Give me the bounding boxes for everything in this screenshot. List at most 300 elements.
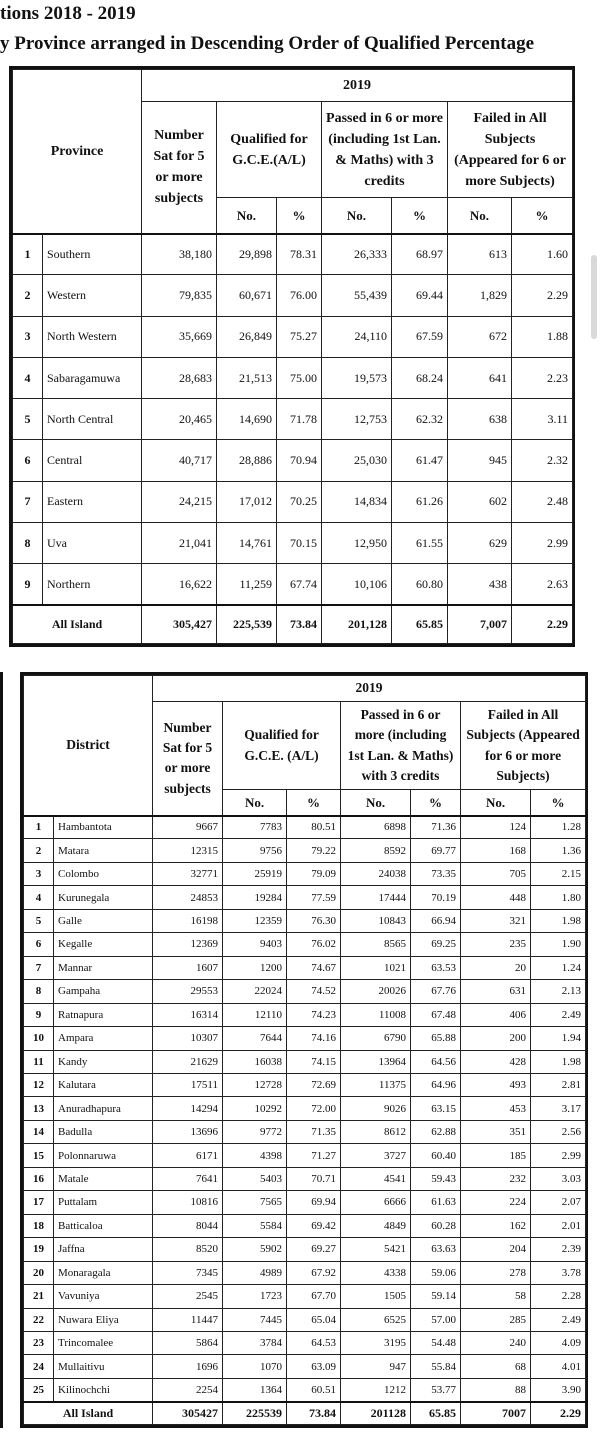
table-row [24,1238,586,1261]
passed-no-cell: 55,439 [322,275,392,316]
name-cell: Ratnapura [54,1003,153,1026]
table-row [13,234,573,275]
name-cell: Matale [54,1167,153,1190]
failed-pct-cell: 4.01 [531,1355,586,1378]
page-title: tions 2018 - 2019 [0,3,136,24]
total-row [24,1402,586,1425]
p-pct-header: % [411,790,461,816]
q-pct-header: % [277,198,322,234]
name-cell: Anuradhapura [54,1097,153,1120]
scrollbar-thumb[interactable] [591,255,597,339]
sat-cell: 7641 [153,1167,223,1190]
name-cell: Kegalle [54,933,153,956]
failed-pct-cell: 2.49 [531,1308,586,1331]
failed-no-cell: 438 [448,564,512,605]
table-row [24,909,586,932]
passed-no-cell: 26,333 [322,234,392,275]
rank-cell: 19 [24,1238,54,1261]
failed-no-cell: 406 [461,1003,531,1026]
failed-pct-cell: 2.23 [512,357,573,398]
passed-pct-cell: 59.14 [411,1285,461,1308]
name-cell: Kilinochchi [54,1378,153,1401]
passed-header: Passed in 6 or more (including 1st Lan. & Maths) with 3 credits [322,102,448,198]
failed-no-cell: 68 [461,1355,531,1378]
passed-no-cell: 8592 [341,839,411,862]
rank-cell: 8 [13,523,43,564]
qualified-no-cell: 10292 [223,1097,287,1120]
sat-cell: 1607 [153,956,223,979]
qualified-pct-cell: 71.78 [277,399,322,440]
name-cell: Sabaragamuwa [43,357,142,398]
qualified-pct-cell: 80.51 [287,816,341,839]
district-table-frame [20,672,588,1428]
sat-cell: 14294 [153,1097,223,1120]
sat-cell: 24,215 [142,481,217,522]
table-row [13,523,573,564]
table-row [13,357,573,398]
sat-cell: 305427 [153,1402,223,1425]
f-pct-header: % [512,198,573,234]
table-row [24,1285,586,1308]
passed-pct-cell: 62.88 [411,1120,461,1143]
passed-pct-cell: 63.53 [411,956,461,979]
sat-header: Number Sat for 5 or more subjects [153,702,223,816]
rank-cell: 9 [13,564,43,605]
table-row [24,886,586,909]
qualified-no-cell: 5403 [223,1167,287,1190]
failed-no-cell: 7007 [461,1402,531,1425]
qualified-no-cell: 60,671 [217,275,277,316]
failed-no-cell: 321 [461,909,531,932]
rank-cell: 2 [24,839,54,862]
table-row [24,1308,586,1331]
table-row [24,1097,586,1120]
q-no-header: No. [223,790,287,816]
qualified-pct-cell: 74.16 [287,1027,341,1050]
name-cell: Northern [43,564,142,605]
table-row [13,481,573,522]
year-header: 2019 [153,676,586,702]
sat-cell: 8044 [153,1214,223,1237]
district-header: District [24,676,153,816]
failed-pct-cell: 3.78 [531,1261,586,1284]
table-row [24,1355,586,1378]
name-cell: Colombo [54,862,153,885]
passed-no-cell: 24038 [341,862,411,885]
failed-pct-cell: 2.99 [531,1144,586,1167]
passed-pct-cell: 67.48 [411,1003,461,1026]
p-no-header: No. [341,790,411,816]
name-cell: Batticaloa [54,1214,153,1237]
sat-cell: 8520 [153,1238,223,1261]
rank-cell: 9 [24,1003,54,1026]
sat-cell: 28,683 [142,357,217,398]
passed-no-cell: 20026 [341,980,411,1003]
failed-pct-cell: 2.39 [531,1238,586,1261]
qualified-no-cell: 16038 [223,1050,287,1073]
passed-pct-cell: 59.43 [411,1167,461,1190]
qualified-pct-cell: 79.22 [287,839,341,862]
qualified-no-cell: 12110 [223,1003,287,1026]
rank-cell: 23 [24,1331,54,1354]
sat-cell: 21629 [153,1050,223,1073]
table-row [24,1120,586,1143]
q-pct-header: % [287,790,341,816]
passed-no-cell: 12,950 [322,523,392,564]
sat-cell: 16198 [153,909,223,932]
qualified-no-cell: 5902 [223,1238,287,1261]
failed-pct-cell: 2.15 [531,862,586,885]
failed-no-cell: 185 [461,1144,531,1167]
failed-no-cell: 629 [448,523,512,564]
failed-pct-cell: 1.60 [512,234,573,275]
table-row [24,1144,586,1167]
sat-cell: 21,041 [142,523,217,564]
name-cell: Matara [54,839,153,862]
failed-no-cell: 631 [461,980,531,1003]
name-cell: Nuwara Eliya [54,1308,153,1331]
failed-no-cell: 448 [461,886,531,909]
table-row [13,399,573,440]
table-row [24,1191,586,1214]
rank-cell: 4 [13,357,43,398]
rank-cell: 1 [24,816,54,839]
sat-cell: 32771 [153,862,223,885]
passed-no-cell: 6898 [341,816,411,839]
name-cell: Trincomalee [54,1331,153,1354]
qualified-no-cell: 12728 [223,1073,287,1096]
qualified-pct-cell: 70.71 [287,1167,341,1190]
passed-pct-cell: 53.77 [411,1378,461,1401]
passed-no-cell: 201,128 [322,605,392,643]
rank-cell: 7 [24,956,54,979]
sat-cell: 9667 [153,816,223,839]
failed-no-cell: 88 [461,1378,531,1401]
p-no-header: No. [322,198,392,234]
passed-no-cell: 201128 [341,1402,411,1425]
qualified-no-cell: 225539 [223,1402,287,1425]
failed-no-cell: 224 [461,1191,531,1214]
passed-pct-cell: 66.94 [411,909,461,932]
name-cell: Western [43,275,142,316]
sat-cell: 16,622 [142,564,217,605]
failed-pct-cell: 2.99 [512,523,573,564]
passed-pct-cell: 70.19 [411,886,461,909]
year-header: 2019 [142,70,573,102]
total-label: All Island [13,605,142,643]
table-row [24,1214,586,1237]
passed-pct-cell: 69.25 [411,933,461,956]
passed-pct-cell: 61.26 [392,481,448,522]
qualified-no-cell: 4989 [223,1261,287,1284]
qualified-pct-cell: 74.67 [287,956,341,979]
passed-no-cell: 4541 [341,1167,411,1190]
failed-header: Failed in All Subjects (Appeared for 6 or more Subjects) [448,102,573,198]
qualified-no-cell: 1200 [223,956,287,979]
qualified-pct-cell: 74.15 [287,1050,341,1073]
qualified-no-cell: 4398 [223,1144,287,1167]
qualified-no-cell: 225,539 [217,605,277,643]
sat-cell: 13696 [153,1120,223,1143]
passed-no-cell: 8565 [341,933,411,956]
failed-no-cell: 945 [448,440,512,481]
province-header: Province [13,70,142,234]
name-cell: Kalutara [54,1073,153,1096]
qualified-pct-cell: 79.09 [287,862,341,885]
failed-pct-cell: 1.28 [531,816,586,839]
qualified-no-cell: 5584 [223,1214,287,1237]
failed-pct-cell: 1.36 [531,839,586,862]
failed-no-cell: 351 [461,1120,531,1143]
failed-pct-cell: 2.07 [531,1191,586,1214]
qualified-pct-cell: 64.53 [287,1331,341,1354]
name-cell: Eastern [43,481,142,522]
qualified-no-cell: 11,259 [217,564,277,605]
qualified-pct-cell: 63.09 [287,1355,341,1378]
rank-cell: 17 [24,1191,54,1214]
rank-cell: 3 [13,316,43,357]
f-no-header: No. [448,198,512,234]
qualified-no-cell: 9756 [223,839,287,862]
name-cell: Mullaitivu [54,1355,153,1378]
qualified-pct-cell: 69.94 [287,1191,341,1214]
failed-pct-cell: 3.90 [531,1378,586,1401]
passed-no-cell: 8612 [341,1120,411,1143]
sat-cell: 11447 [153,1308,223,1331]
rank-cell: 16 [24,1167,54,1190]
table-row [13,440,573,481]
qualified-pct-cell: 70.15 [277,523,322,564]
passed-no-cell: 17444 [341,886,411,909]
qualified-pct-cell: 72.69 [287,1073,341,1096]
name-cell: North Western [43,316,142,357]
qualified-header: Qualified for G.C.E.(A/L) [217,102,322,198]
failed-no-cell: 162 [461,1214,531,1237]
failed-pct-cell: 3.03 [531,1167,586,1190]
failed-pct-cell: 1.88 [512,316,573,357]
qualified-pct-cell: 67.92 [287,1261,341,1284]
rank-cell: 24 [24,1355,54,1378]
passed-no-cell: 24,110 [322,316,392,357]
table-row [24,1050,586,1073]
rank-cell: 1 [13,234,43,275]
failed-no-cell: 638 [448,399,512,440]
sat-cell: 10307 [153,1027,223,1050]
passed-pct-cell: 61.55 [392,523,448,564]
name-cell: Puttalam [54,1191,153,1214]
qualified-pct-cell: 77.59 [287,886,341,909]
failed-pct-cell: 2.29 [531,1402,586,1425]
failed-pct-cell: 3.17 [531,1097,586,1120]
passed-header: Passed in 6 or more (including 1st Lan. & Maths) with 3 credits [341,702,461,790]
failed-no-cell: 428 [461,1050,531,1073]
qualified-header: Qualified for G.C.E. (A/L) [223,702,341,790]
sat-cell: 12369 [153,933,223,956]
passed-pct-cell: 65.85 [392,605,448,643]
passed-pct-cell: 67.76 [411,980,461,1003]
qualified-no-cell: 12359 [223,909,287,932]
qualified-pct-cell: 73.84 [277,605,322,643]
qualified-no-cell: 7565 [223,1191,287,1214]
name-cell: Central [43,440,142,481]
passed-no-cell: 4849 [341,1214,411,1237]
name-cell: Southern [43,234,142,275]
passed-pct-cell: 60.28 [411,1214,461,1237]
table-row [24,1167,586,1190]
qualified-no-cell: 1364 [223,1378,287,1401]
sat-cell: 2254 [153,1378,223,1401]
rank-cell: 12 [24,1073,54,1096]
qualified-no-cell: 9403 [223,933,287,956]
sat-cell: 35,669 [142,316,217,357]
passed-no-cell: 3195 [341,1331,411,1354]
passed-pct-cell: 68.97 [392,234,448,275]
table-row [24,980,586,1003]
qualified-no-cell: 7644 [223,1027,287,1050]
passed-no-cell: 14,834 [322,481,392,522]
failed-no-cell: 493 [461,1073,531,1096]
qualified-pct-cell: 69.27 [287,1238,341,1261]
failed-no-cell: 168 [461,839,531,862]
name-cell: Gampaha [54,980,153,1003]
failed-pct-cell: 2.49 [531,1003,586,1026]
table-row [24,1378,586,1401]
rank-cell: 5 [24,909,54,932]
table-row [24,862,586,885]
failed-no-cell: 20 [461,956,531,979]
qualified-no-cell: 25919 [223,862,287,885]
passed-pct-cell: 64.96 [411,1073,461,1096]
qualified-no-cell: 26,849 [217,316,277,357]
failed-no-cell: 200 [461,1027,531,1050]
qualified-pct-cell: 76.02 [287,933,341,956]
qualified-pct-cell: 78.31 [277,234,322,275]
rank-cell: 20 [24,1261,54,1284]
passed-pct-cell: 61.63 [411,1191,461,1214]
passed-pct-cell: 64.56 [411,1050,461,1073]
qualified-no-cell: 14,690 [217,399,277,440]
qualified-pct-cell: 67.70 [287,1285,341,1308]
qualified-pct-cell: 76.00 [277,275,322,316]
table-row [24,816,586,839]
rank-cell: 2 [13,275,43,316]
failed-pct-cell: 1.24 [531,956,586,979]
rank-cell: 6 [13,440,43,481]
q-no-header: No. [217,198,277,234]
qualified-pct-cell: 65.04 [287,1308,341,1331]
passed-pct-cell: 62.32 [392,399,448,440]
passed-pct-cell: 68.24 [392,357,448,398]
sat-cell: 5864 [153,1331,223,1354]
rank-cell: 3 [24,862,54,885]
table-row [24,1027,586,1050]
sat-cell: 6171 [153,1144,223,1167]
failed-no-cell: 124 [461,816,531,839]
failed-no-cell: 613 [448,234,512,275]
passed-pct-cell: 61.47 [392,440,448,481]
passed-pct-cell: 57.00 [411,1308,461,1331]
passed-pct-cell: 55.84 [411,1355,461,1378]
name-cell: Jaffna [54,1238,153,1261]
passed-no-cell: 19,573 [322,357,392,398]
sat-cell: 38,180 [142,234,217,275]
sat-cell: 24853 [153,886,223,909]
failed-pct-cell: 1.80 [531,886,586,909]
failed-no-cell: 204 [461,1238,531,1261]
f-no-header: No. [461,790,531,816]
failed-pct-cell: 1.98 [531,909,586,932]
passed-pct-cell: 65.85 [411,1402,461,1425]
qualified-no-cell: 1723 [223,1285,287,1308]
qualified-pct-cell: 75.27 [277,316,322,357]
passed-no-cell: 12,753 [322,399,392,440]
qualified-pct-cell: 70.25 [277,481,322,522]
passed-pct-cell: 67.59 [392,316,448,357]
sat-cell: 305,427 [142,605,217,643]
failed-no-cell: 7,007 [448,605,512,643]
passed-no-cell: 11008 [341,1003,411,1026]
passed-no-cell: 13964 [341,1050,411,1073]
passed-pct-cell: 65.88 [411,1027,461,1050]
failed-pct-cell: 3.11 [512,399,573,440]
rank-cell: 4 [24,886,54,909]
passed-pct-cell: 69.44 [392,275,448,316]
qualified-no-cell: 3784 [223,1331,287,1354]
passed-pct-cell: 59.06 [411,1261,461,1284]
passed-pct-cell: 60.40 [411,1144,461,1167]
rank-cell: 7 [13,481,43,522]
name-cell: Ampara [54,1027,153,1050]
passed-pct-cell: 63.15 [411,1097,461,1120]
p-pct-header: % [392,198,448,234]
failed-pct-cell: 2.01 [531,1214,586,1237]
rank-cell: 13 [24,1097,54,1120]
passed-no-cell: 10843 [341,909,411,932]
passed-pct-cell: 71.36 [411,816,461,839]
name-cell: Vavuniya [54,1285,153,1308]
rank-cell: 25 [24,1378,54,1401]
failed-pct-cell: 2.48 [512,481,573,522]
failed-pct-cell: 2.29 [512,275,573,316]
name-cell: Mannar [54,956,153,979]
table-row [13,275,573,316]
passed-pct-cell: 63.63 [411,1238,461,1261]
province-table [12,69,573,644]
name-cell: North Central [43,399,142,440]
sat-cell: 20,465 [142,399,217,440]
name-cell: Hambantota [54,816,153,839]
name-cell: Monaragala [54,1261,153,1284]
passed-no-cell: 6666 [341,1191,411,1214]
rank-cell: 8 [24,980,54,1003]
failed-pct-cell: 2.13 [531,980,586,1003]
failed-header: Failed in All Subjects (Appeared for 6 or more Subjects) [461,702,586,790]
sat-header: Number Sat for 5 or more subjects [142,102,217,234]
failed-pct-cell: 2.81 [531,1073,586,1096]
f-pct-header: % [531,790,586,816]
passed-no-cell: 1212 [341,1378,411,1401]
qualified-pct-cell: 71.27 [287,1144,341,1167]
failed-no-cell: 602 [448,481,512,522]
qualified-no-cell: 21,513 [217,357,277,398]
failed-pct-cell: 2.63 [512,564,573,605]
passed-no-cell: 9026 [341,1097,411,1120]
sat-cell: 7345 [153,1261,223,1284]
failed-pct-cell: 2.29 [512,605,573,643]
passed-pct-cell: 54.48 [411,1331,461,1354]
failed-pct-cell: 2.28 [531,1285,586,1308]
qualified-pct-cell: 74.23 [287,1003,341,1026]
